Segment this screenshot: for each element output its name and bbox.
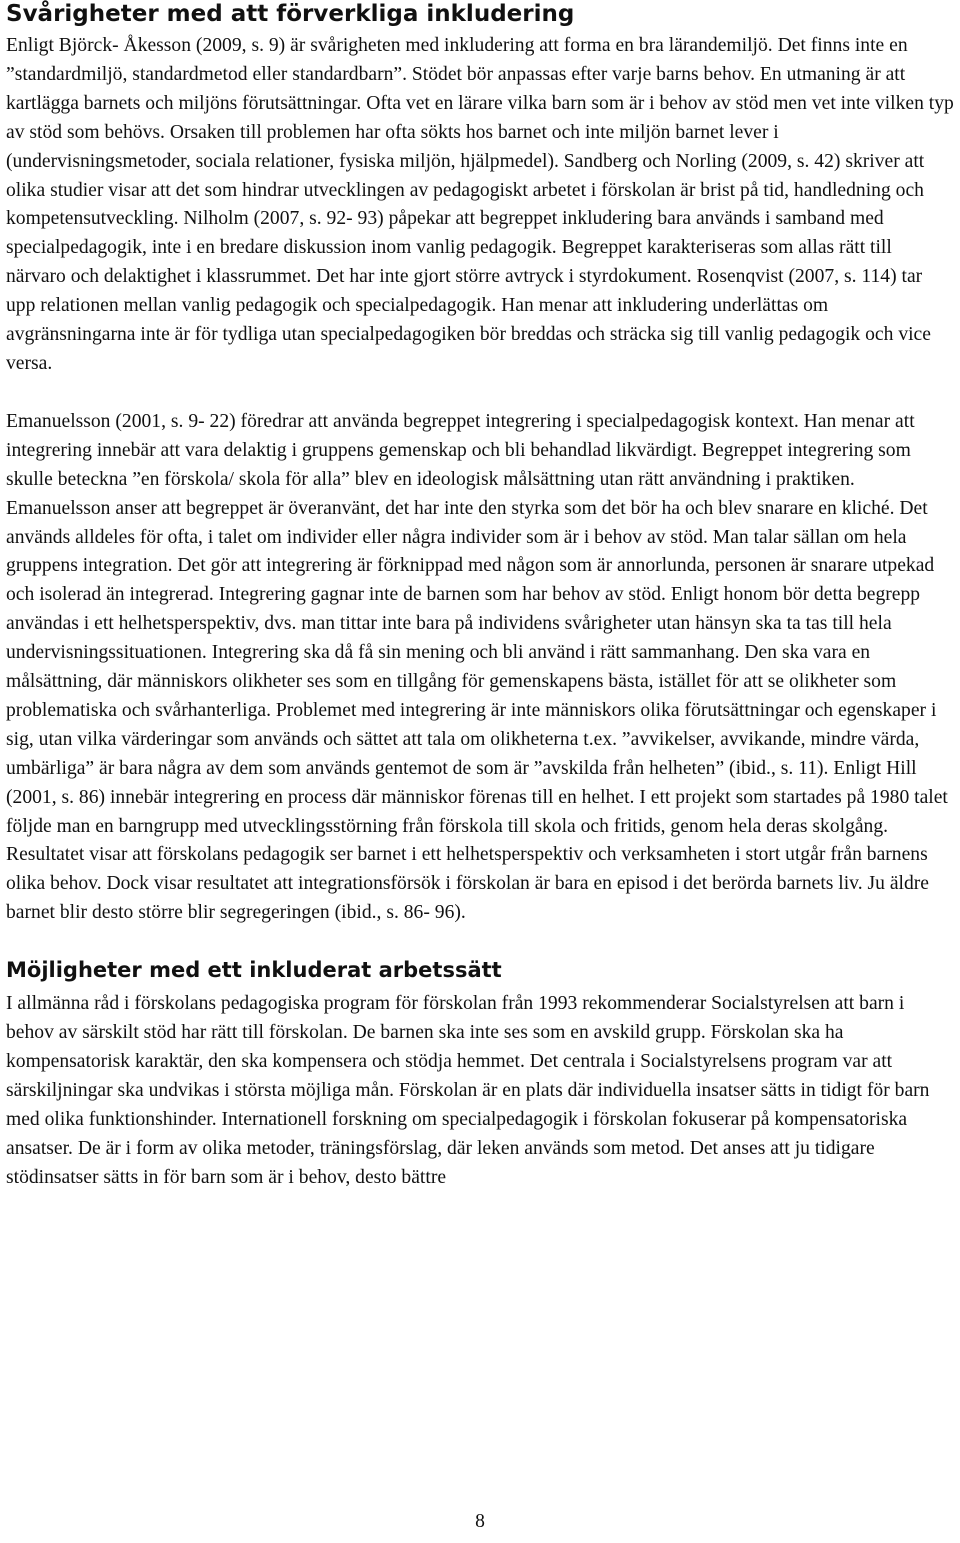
- paragraph-difficulties-2: Emanuelsson (2001, s. 9- 22) föredrar att använda begreppet integrering i specialpedagogisk kontext. Han menar att integrering innebär att vara delaktig i gruppens gemenskap och bli behandlad likvärdigt. Begreppet integrering som skulle beteckna ”en förskola/ skola för alla” blev en ideologisk målsättning utan rätt användning i praktiken. Emanuelsson anser att begreppet är överanvänt, det har inte den styrka som det bör ha och blev snarare en kliché. Det används alldeles för ofta, i talet om individer eller några individer som är i behov av stöd. Man talar sällan om hela gruppens integration. Det gör att integrering är förknippad med någon som är annorlunda, personen är snarare utpekad och isolerad än integrerad. Integrering gagnar inte de barnen som har behov av stöd. Enligt honom bör detta begrepp användas i ett helhetsperspektiv, dvs. man tittar inte bara på individens svårigheter utan hänsyn ska ta tas till hela undervisningssituationen. Integrering ska då få sin mening och bli använd i rätt sammanhang. Den ska vara en målsättning, där människors olikheter ses som en tillgång för gemenskapens bästa, istället för att se olikheter som problematiska och svårhanterliga. Problemet med integrering är inte människors olika förutsättningar och egenskaper i sig, utan vilka värderingar som används och sättet att tala om olikheterna t.ex. ”avvikelser, avvikande, mindre värda, umbärliga” är bara några av dem som används gentemot de som är ”avskilda från helheten” (ibid., s. 11). Enligt Hill (2001, s. 86) innebär integrering en process där människor förenas till en helhet. I ett projekt som startades på 1980 talet följde man en barngrupp med utvecklingsstörning från förskola till skola och fritids, genom hela deras skolgång. Resultatet visar att förskolans pedagogik ser barnet i ett helhetsperspektiv och verksamheten i stort utgår från barnens olika behov. Dock visar resultatet att integrationsförsök i förskolan är bara en episod i det berörda barnets liv. Ju äldre barnet blir desto större blir segregeringen (ibid., s. 86- 96).: [6, 410, 948, 924]
- document-page: [6, 0, 954, 1193]
- paragraph-possibilities-1: I allmänna råd i förskolans pedagogiska program för förskolan från 1993 rekommenderar Socialstyrelsen att barn i behov av särskilt stöd har rätt till förskolan. De barnen ska inte ses som en avskild grupp. Förskolan ska ha kompensatorisk karaktär, den ska kompensera och stödja hemmet. Det centrala i Socialstyrelsens program var att särskiljningar ska undvikas i största möjliga mån. Förskolan är en plats där individuella insatser sätts in tidigt för barn med olika funktionshinder. Internationell forskning om specialpedagogik i förskolan fokuserar på kompensatoriska ansatser. De är i form av olika metoder, träningsförslag, där leken används som metod. Det anses att ju tidigare stödinsatser sätts in för barn som är i behov, desto bättre: [6, 993, 930, 1188]
- page-number: 8: [475, 1511, 485, 1532]
- section-heading-possibilities: Möjligheter med ett inkluderat arbetssätt: [6, 958, 502, 983]
- paragraph-difficulties-1: Enligt Björck- Åkesson (2009, s. 9) är svårigheten med inkludering att forma en bra lärandemiljö. Det finns inte en ”standardmiljö, standardmetod eller standardbarn”. Stödet bör anpassas efter varje barns behov. En utmaning är att kartlägga barnets och miljöns förutsättningar. Ofta vet en lärare vilka barn som är i behov av stöd men vet inte vilken typ av stöd som behövs. Orsaken till problemen har ofta sökts hos barnet och inte miljön barnet lever i (undervisningsmetoder, sociala relationer, fysiska miljön, hjälpmedel). Sandberg och Norling (2009, s. 42) skriver att olika studier visar att det som hindrar utvecklingen av pedagogiskt arbetet i förskolan är brist på tid, handledning och kompetensutveckling. Nilholm (2007, s. 92- 93) påpekar att begreppet inkludering bara används i samband med specialpedagogik, inte i en bredare diskussion inom vanlig pedagogik. Begreppet karakteriseras som allas rätt till närvaro och delaktighet i klassrummet. Det har inte gjort större avtryck i styrdokument. Rosenqvist (2007, s. 114) tar upp relationen mellan vanlig pedagogik och specialpedagogik. Han menar att inkludering underlättas om avgränsningarna inte är för tydliga utan specialpedagogiken bör breddas och sträcka sig till vanlig pedagogik och vice versa.: [6, 35, 954, 374]
- section-heading-difficulties: Svårigheter med att förverkliga inkludering: [6, 1, 575, 27]
